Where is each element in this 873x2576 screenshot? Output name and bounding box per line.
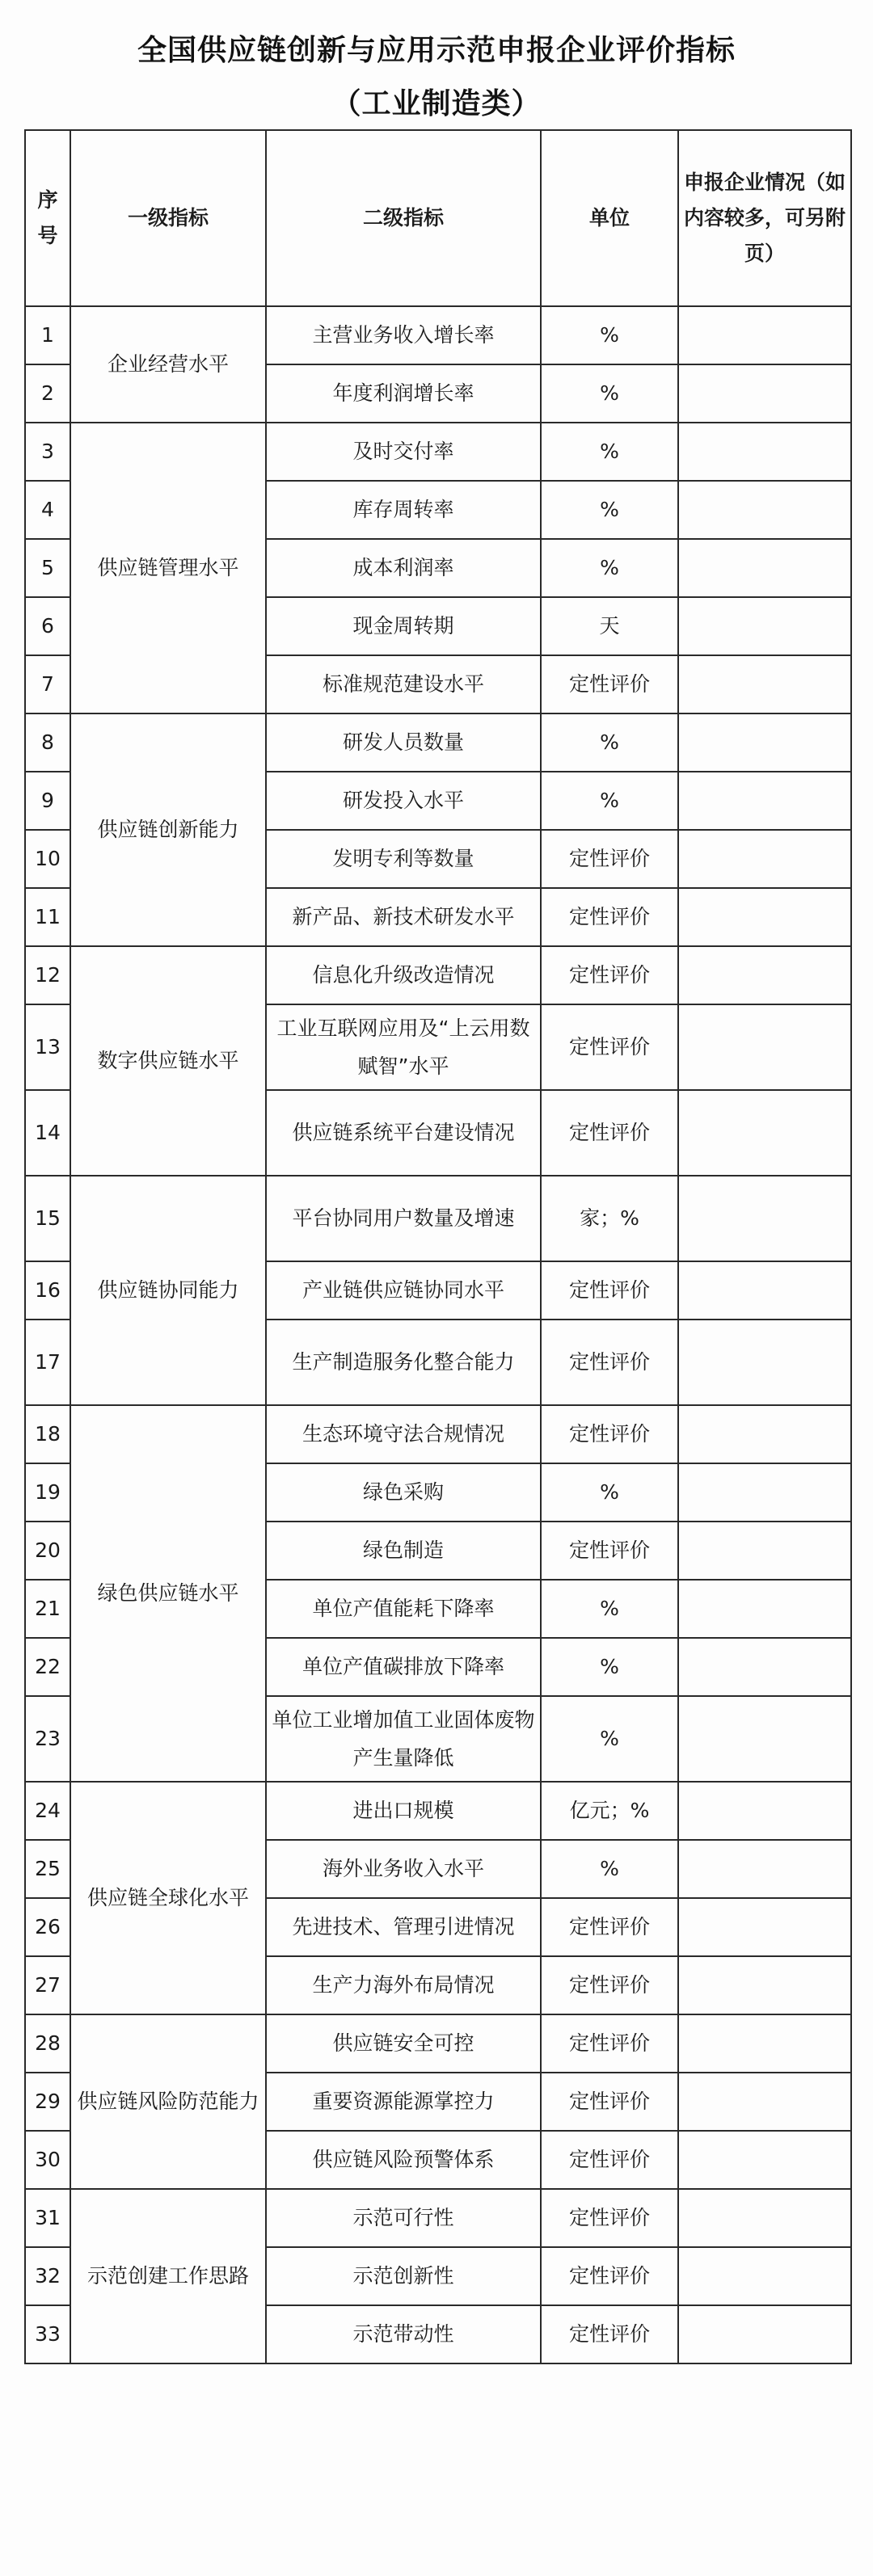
- header-level2: 二级指标: [266, 130, 541, 306]
- level2-indicator: 生产制造服务化整合能力: [266, 1320, 541, 1405]
- table-row: [25, 423, 851, 481]
- applicant-status-cell[interactable]: [678, 772, 851, 830]
- table-row: [25, 713, 851, 772]
- row-number: 11: [25, 888, 70, 946]
- unit-cell: 定性评价: [541, 1004, 678, 1090]
- row-number: 27: [25, 1956, 70, 2014]
- level2-indicator: 示范带动性: [266, 2305, 541, 2363]
- level1-indicator: 供应链全球化水平: [70, 1782, 266, 2014]
- row-number: 17: [25, 1320, 70, 1405]
- applicant-status-cell[interactable]: [678, 946, 851, 1004]
- row-number: 25: [25, 1840, 70, 1898]
- unit-cell: 定性评价: [541, 1405, 678, 1463]
- unit-cell: 定性评价: [541, 888, 678, 946]
- row-number: 14: [25, 1090, 70, 1176]
- applicant-status-cell[interactable]: [678, 1090, 851, 1176]
- level2-indicator: 新产品、新技术研发水平: [266, 888, 541, 946]
- unit-cell: 定性评价: [541, 1261, 678, 1320]
- row-number: 5: [25, 539, 70, 597]
- applicant-status-cell[interactable]: [678, 713, 851, 772]
- unit-cell: %: [541, 1463, 678, 1522]
- row-number: 22: [25, 1638, 70, 1696]
- level2-indicator: 供应链系统平台建设情况: [266, 1090, 541, 1176]
- level2-indicator: 单位产值能耗下降率: [266, 1580, 541, 1638]
- row-number: 10: [25, 830, 70, 888]
- level2-indicator: 绿色制造: [266, 1522, 541, 1580]
- applicant-status-cell[interactable]: [678, 1463, 851, 1522]
- unit-cell: 定性评价: [541, 1090, 678, 1176]
- level2-indicator: 单位工业增加值工业固体废物产生量降低: [266, 1696, 541, 1782]
- unit-cell: %: [541, 481, 678, 539]
- applicant-status-cell[interactable]: [678, 597, 851, 655]
- level2-indicator: 单位产值碳排放下降率: [266, 1638, 541, 1696]
- applicant-status-cell[interactable]: [678, 539, 851, 597]
- unit-cell: 定性评价: [541, 1320, 678, 1405]
- unit-cell: 家；%: [541, 1176, 678, 1261]
- level2-indicator: 平台协同用户数量及增速: [266, 1176, 541, 1261]
- level2-indicator: 现金周转期: [266, 597, 541, 655]
- table-row: [25, 1176, 851, 1261]
- applicant-status-cell[interactable]: [678, 364, 851, 423]
- header-seq: 序号: [25, 130, 70, 306]
- level2-indicator: 生态环境守法合规情况: [266, 1405, 541, 1463]
- applicant-status-cell[interactable]: [678, 655, 851, 713]
- row-number: 15: [25, 1176, 70, 1261]
- applicant-status-cell[interactable]: [678, 1782, 851, 1840]
- table-row: [25, 306, 851, 364]
- unit-cell: 定性评价: [541, 2131, 678, 2189]
- applicant-status-cell[interactable]: [678, 1522, 851, 1580]
- unit-cell: %: [541, 364, 678, 423]
- applicant-status-cell[interactable]: [678, 1580, 851, 1638]
- level1-indicator: 供应链风险防范能力: [70, 2014, 266, 2189]
- table-row: [25, 2014, 851, 2073]
- applicant-status-cell[interactable]: [678, 2131, 851, 2189]
- level2-indicator: 进出口规模: [266, 1782, 541, 1840]
- table-body: [25, 306, 851, 2363]
- applicant-status-cell[interactable]: [678, 2305, 851, 2363]
- row-number: 28: [25, 2014, 70, 2073]
- row-number: 9: [25, 772, 70, 830]
- unit-cell: %: [541, 539, 678, 597]
- row-number: 29: [25, 2073, 70, 2131]
- row-number: 18: [25, 1405, 70, 1463]
- unit-cell: 定性评价: [541, 1898, 678, 1956]
- indicator-table: [24, 129, 852, 2364]
- applicant-status-cell[interactable]: [678, 1956, 851, 2014]
- applicant-status-cell[interactable]: [678, 2247, 851, 2305]
- unit-cell: 亿元；%: [541, 1782, 678, 1840]
- level1-indicator: 供应链管理水平: [70, 423, 266, 713]
- row-number: 26: [25, 1898, 70, 1956]
- header-status: 申报企业情况（如内容较多，可另附页）: [678, 130, 851, 306]
- unit-cell: 定性评价: [541, 655, 678, 713]
- level1-indicator: 绿色供应链水平: [70, 1405, 266, 1782]
- table-header-row: [25, 130, 851, 306]
- row-number: 2: [25, 364, 70, 423]
- row-number: 32: [25, 2247, 70, 2305]
- header-level1: 一级指标: [70, 130, 266, 306]
- level1-indicator: 示范创建工作思路: [70, 2189, 266, 2363]
- unit-cell: %: [541, 713, 678, 772]
- row-number: 6: [25, 597, 70, 655]
- level2-indicator: 供应链安全可控: [266, 2014, 541, 2073]
- level1-indicator: 数字供应链水平: [70, 946, 266, 1176]
- applicant-status-cell[interactable]: [678, 1696, 851, 1782]
- row-number: 33: [25, 2305, 70, 2363]
- row-number: 16: [25, 1261, 70, 1320]
- level2-indicator: 工业互联网应用及“上云用数赋智”水平: [266, 1004, 541, 1090]
- row-number: 31: [25, 2189, 70, 2247]
- applicant-status-cell[interactable]: [678, 1638, 851, 1696]
- unit-cell: %: [541, 1696, 678, 1782]
- level2-indicator: 研发人员数量: [266, 713, 541, 772]
- level2-indicator: 主营业务收入增长率: [266, 306, 541, 364]
- level1-indicator: 供应链创新能力: [70, 713, 266, 946]
- level2-indicator: 库存周转率: [266, 481, 541, 539]
- level2-indicator: 示范创新性: [266, 2247, 541, 2305]
- unit-cell: 定性评价: [541, 946, 678, 1004]
- applicant-status-cell[interactable]: [678, 1898, 851, 1956]
- unit-cell: %: [541, 1580, 678, 1638]
- level2-indicator: 绿色采购: [266, 1463, 541, 1522]
- level2-indicator: 供应链风险预警体系: [266, 2131, 541, 2189]
- unit-cell: 定性评价: [541, 1956, 678, 2014]
- applicant-status-cell[interactable]: [678, 888, 851, 946]
- level2-indicator: 海外业务收入水平: [266, 1840, 541, 1898]
- table-row: [25, 1405, 851, 1463]
- row-number: 30: [25, 2131, 70, 2189]
- level2-indicator: 重要资源能源掌控力: [266, 2073, 541, 2131]
- applicant-status-cell[interactable]: [678, 1261, 851, 1320]
- row-number: 3: [25, 423, 70, 481]
- applicant-status-cell[interactable]: [678, 481, 851, 539]
- level2-indicator: 年度利润增长率: [266, 364, 541, 423]
- level2-indicator: 发明专利等数量: [266, 830, 541, 888]
- row-number: 19: [25, 1463, 70, 1522]
- level2-indicator: 成本利润率: [266, 539, 541, 597]
- level1-indicator: 企业经营水平: [70, 306, 266, 423]
- unit-cell: %: [541, 423, 678, 481]
- row-number: 13: [25, 1004, 70, 1090]
- level2-indicator: 标准规范建设水平: [266, 655, 541, 713]
- header-unit: 单位: [541, 130, 678, 306]
- row-number: 24: [25, 1782, 70, 1840]
- level2-indicator: 示范可行性: [266, 2189, 541, 2247]
- row-number: 8: [25, 713, 70, 772]
- level2-indicator: 及时交付率: [266, 423, 541, 481]
- applicant-status-cell[interactable]: [678, 2189, 851, 2247]
- row-number: 12: [25, 946, 70, 1004]
- applicant-status-cell[interactable]: [678, 1176, 851, 1261]
- applicant-status-cell[interactable]: [678, 2073, 851, 2131]
- applicant-status-cell[interactable]: [678, 423, 851, 481]
- applicant-status-cell[interactable]: [678, 2014, 851, 2073]
- row-number: 7: [25, 655, 70, 713]
- applicant-status-cell[interactable]: [678, 306, 851, 364]
- unit-cell: 定性评价: [541, 2014, 678, 2073]
- row-number: 4: [25, 481, 70, 539]
- unit-cell: %: [541, 772, 678, 830]
- table-row: [25, 1782, 851, 1840]
- level2-indicator: 生产力海外布局情况: [266, 1956, 541, 2014]
- unit-cell: 定性评价: [541, 1522, 678, 1580]
- unit-cell: 定性评价: [541, 2247, 678, 2305]
- unit-cell: 定性评价: [541, 2305, 678, 2363]
- level2-indicator: 先进技术、管理引进情况: [266, 1898, 541, 1956]
- row-number: 20: [25, 1522, 70, 1580]
- level2-indicator: 产业链供应链协同水平: [266, 1261, 541, 1320]
- table-row: [25, 946, 851, 1004]
- applicant-status-cell[interactable]: [678, 1320, 851, 1405]
- unit-cell: %: [541, 1840, 678, 1898]
- row-number: 21: [25, 1580, 70, 1638]
- unit-cell: %: [541, 306, 678, 364]
- unit-cell: %: [541, 1638, 678, 1696]
- level2-indicator: 研发投入水平: [266, 772, 541, 830]
- unit-cell: 天: [541, 597, 678, 655]
- document-subtitle: （工业制造类）: [331, 87, 542, 120]
- unit-cell: 定性评价: [541, 2073, 678, 2131]
- level2-indicator: 信息化升级改造情况: [266, 946, 541, 1004]
- applicant-status-cell[interactable]: [678, 1004, 851, 1090]
- applicant-status-cell[interactable]: [678, 1405, 851, 1463]
- applicant-status-cell[interactable]: [678, 830, 851, 888]
- row-number: 23: [25, 1696, 70, 1782]
- unit-cell: 定性评价: [541, 2189, 678, 2247]
- applicant-status-cell[interactable]: [678, 1840, 851, 1898]
- document-title: 全国供应链创新与应用示范申报企业评价指标: [137, 34, 736, 67]
- table-row: [25, 2189, 851, 2247]
- unit-cell: 定性评价: [541, 830, 678, 888]
- level1-indicator: 供应链协同能力: [70, 1176, 266, 1405]
- row-number: 1: [25, 306, 70, 364]
